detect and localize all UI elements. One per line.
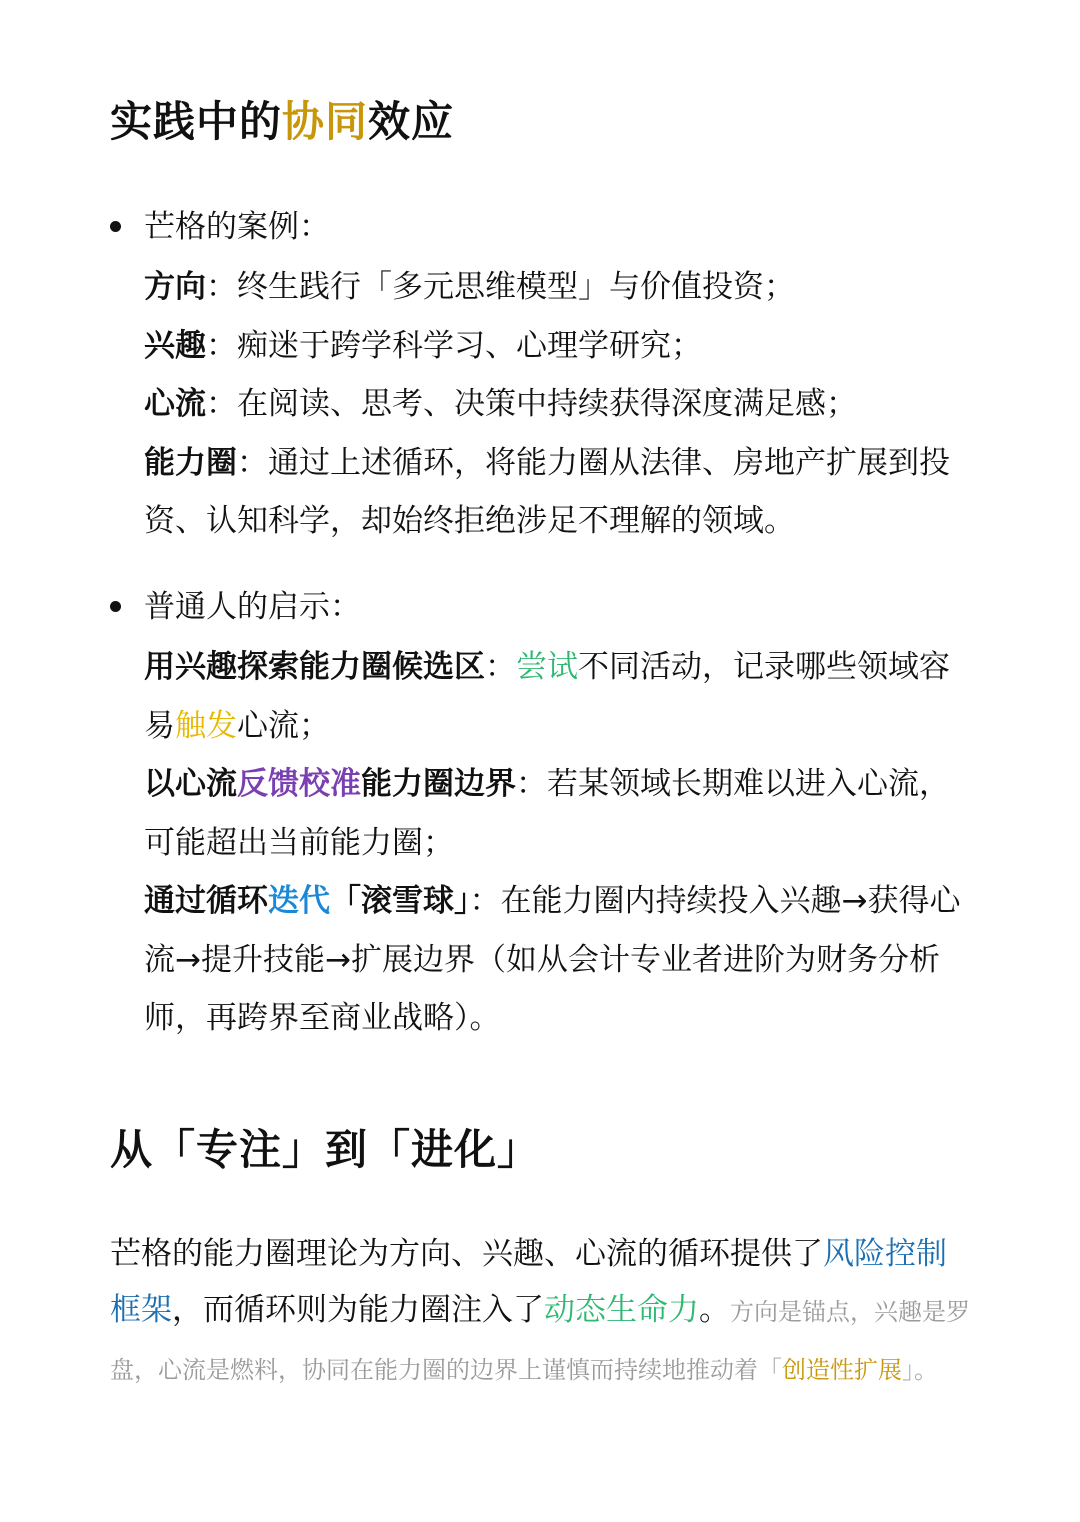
section-title-evolution: 从「专注」到「进化」 (110, 1125, 541, 1174)
item-key: 能力圈边界 (361, 766, 516, 802)
item-sep: ： (485, 649, 516, 685)
item-text: 在阅读、思考、决策中持续获得深度满足感； (237, 386, 857, 422)
item-key: 用兴趣探索能力圈候选区 (144, 649, 485, 685)
para-text: 。 (699, 1292, 730, 1328)
item-key: 以心流 (144, 766, 237, 802)
item-sep: ： (206, 269, 237, 305)
item-sep: ： (206, 386, 237, 422)
item-sep: ： (516, 766, 547, 802)
item-key-highlight: 迭代 (268, 883, 330, 919)
item-key-highlight: 反馈校准 (237, 766, 361, 802)
item-text: 通过上述循环，将能力圈从法律、房地产扩展到投资、认知科学，却始终拒绝涉足不理解的领域。 (144, 444, 950, 539)
bullet-heading (110, 202, 970, 252)
item-text: 不同活动，记录哪些领域容易 (144, 649, 950, 744)
item-text: 痴迷于跨学科学习、心理学研究； (237, 327, 702, 364)
list-item-direction (144, 258, 970, 317)
list-item-iterate (144, 872, 970, 1048)
para-text: ，而循环则为能力圈注入了 (172, 1292, 544, 1328)
list-item-flow (144, 375, 970, 434)
item-sep: ： (469, 883, 501, 919)
bullet-dot-icon (110, 601, 121, 612)
summary-text: 方向是锚点，兴趣是罗盘，心流是燃料，协同在能力圈的边界上谨慎而持续地推动着「 (110, 1298, 970, 1384)
bullet-heading (110, 582, 970, 632)
para-highlight: 动态生命力 (544, 1292, 699, 1328)
bullet-takeaways (110, 582, 970, 1048)
item-sep: ： (237, 444, 268, 481)
item-key: 「滚雪球」 (330, 883, 470, 919)
item-text: 终生践行「多元思维模型」与价值投资； (237, 269, 795, 305)
list-item-interest (144, 317, 970, 376)
item-key: 能力圈 (144, 444, 237, 481)
title-text: 实践中的 (110, 97, 283, 146)
list-item-calibrate (144, 755, 970, 872)
bullet-label: 普通人的启示： (144, 589, 361, 625)
bullet-label: 芒格的案例： (144, 209, 330, 245)
para-text: 芒格的能力圈理论为方向、兴趣、心流的循环提供了 (110, 1236, 823, 1272)
list-item-circle (144, 434, 970, 551)
item-key: 兴趣 (144, 327, 206, 364)
summary-text: 」。 (902, 1356, 938, 1384)
section-title-synergy (110, 94, 454, 150)
title-highlight: 协同 (282, 97, 369, 146)
list-item-explore (144, 638, 970, 755)
conclusion-paragraph (110, 1226, 970, 1398)
bullet-dot-icon (110, 221, 121, 232)
item-key: 心流 (144, 386, 206, 422)
item-sep: ： (206, 327, 237, 364)
item-text: 若某领域长期难以进入心流，可能超出当前能力圈； (144, 766, 950, 861)
item-key: 方向 (144, 269, 206, 305)
item-text: 心流； (237, 707, 330, 744)
item-text: 在能力圈内持续投入兴趣→获得心流→提升技能→扩展边界（如从会计专业者进阶为财务分析师，再跨界至商业战略）。 (144, 883, 961, 1036)
summary-highlight: 创造性扩展 (782, 1356, 902, 1384)
para-highlight: 风险控制框架 (110, 1236, 947, 1328)
item-highlight: 尝试 (516, 649, 578, 685)
item-key: 通过循环 (144, 883, 268, 919)
bullet-munger-case (110, 202, 970, 551)
item-highlight: 触发 (175, 707, 237, 744)
title-text: 效应 (368, 97, 455, 146)
